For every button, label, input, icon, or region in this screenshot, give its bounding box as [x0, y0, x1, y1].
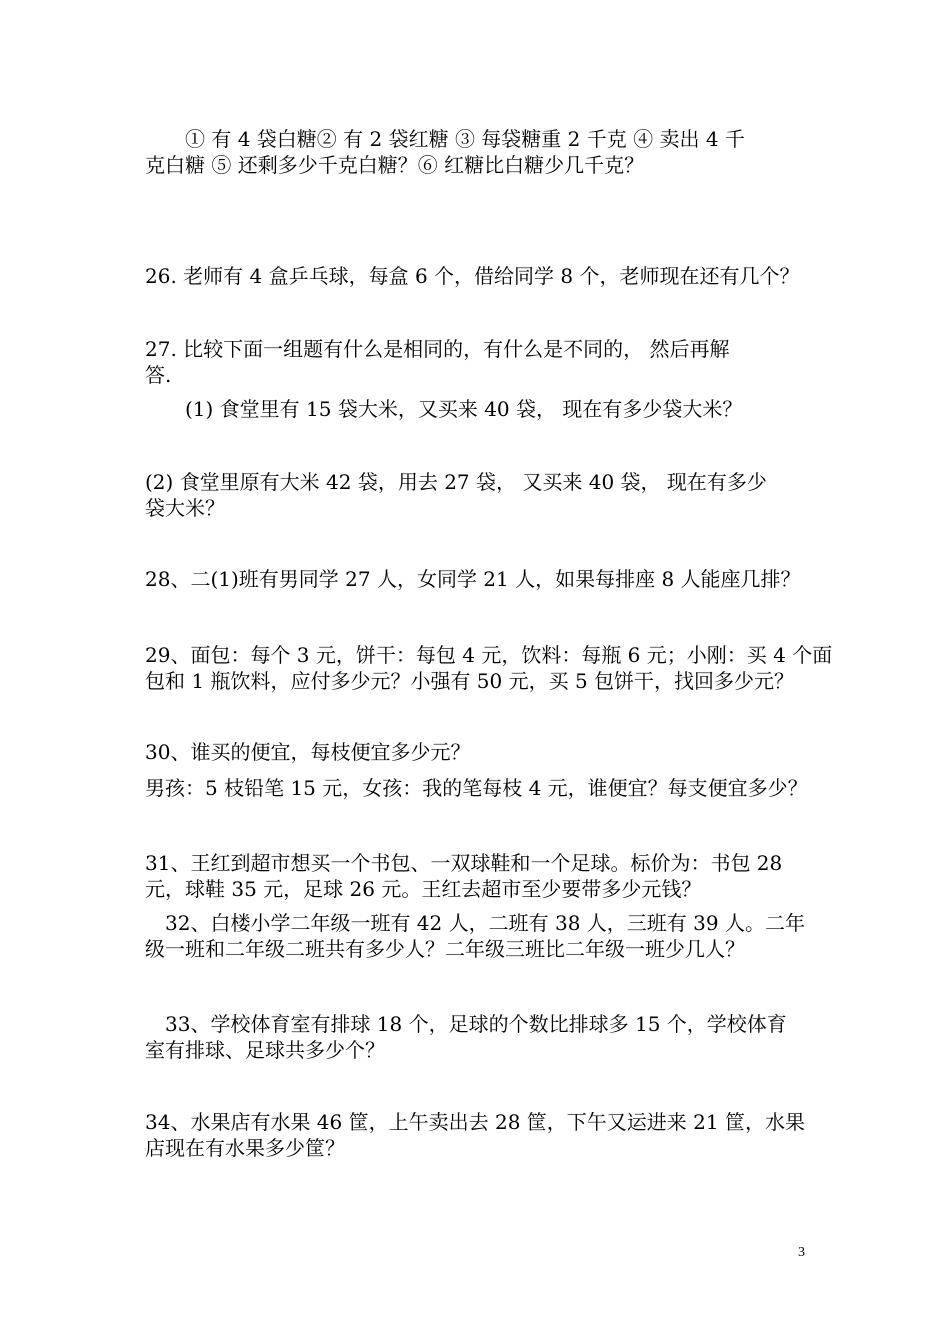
question-27 — [145, 336, 825, 388]
text-line: 包和 1 瓶饮料，应付多少元？小强有 50 元，买 5 包饼干，找回多少元？ — [145, 669, 795, 693]
question-31 — [145, 850, 825, 902]
text-line: 33、学校体育室有排球 18 个，足球的个数比排球多 15 个，学校体育 — [145, 1012, 787, 1036]
text-line: 元，球鞋 35 元，足球 26 元。王红去超市至少要带多少元钱？ — [145, 877, 702, 901]
question-30-detail — [145, 775, 825, 801]
paragraph-sugar-conditions — [145, 126, 825, 178]
text-line: 袋大米？ — [145, 496, 225, 520]
text-line: (1) 食堂里有 15 袋大米，又买来 40 袋， 现在有多少袋大米？ — [145, 397, 743, 421]
text-line: 30、谁买的便宜，每枝便宜多少元？ — [145, 740, 471, 764]
text-line: 室有排球、足球共多少个？ — [145, 1038, 385, 1062]
text-line: 27. 比较下面一组题有什么是相同的，有什么是不同的， 然后再解 — [145, 337, 730, 361]
text-line: 克白糖 ⑤ 还剩多少千克白糖？⑥ 红糖比白糖少几千克？ — [145, 153, 645, 177]
question-27-part-2 — [145, 469, 825, 521]
text-line: 28、二(1)班有男同学 27 人，女同学 21 人，如果每排座 8 人能座几排？ — [145, 567, 801, 591]
text-line: 31、王红到超市想买一个书包、一双球鞋和一个足球。标价为：书包 28 — [145, 851, 783, 875]
text-line: 26. 老师有 4 盒乒乓球，每盒 6 个，借给同学 8 个，老师现在还有几个？ — [145, 264, 800, 288]
text-line: (2) 食堂里原有大米 42 袋，用去 27 袋， 又买来 40 袋， 现在有多少 — [145, 470, 767, 494]
question-32 — [145, 910, 825, 962]
text-line: 男孩：5 枝铅笔 15 元，女孩：我的笔每枝 4 元，谁便宜？每支便宜多少？ — [145, 776, 808, 800]
text-line: 答. — [145, 363, 172, 387]
question-30 — [145, 739, 825, 765]
question-28 — [145, 566, 825, 592]
text-line: 32、白楼小学二年级一班有 42 人，二班有 38 人，三班有 39 人。二年 — [145, 911, 805, 935]
page-number: 3 — [798, 1245, 805, 1260]
text-line: 29、面包：每个 3 元，饼干：每包 4 元，饮料：每瓶 6 元；小刚：买 4 个面 — [145, 643, 833, 667]
question-34 — [145, 1109, 825, 1161]
question-29 — [145, 642, 833, 694]
question-33 — [145, 1011, 825, 1063]
question-26 — [145, 263, 825, 289]
text-line: 店现在有水果多少筐？ — [145, 1136, 345, 1160]
text-line: ① 有 4 袋白糖② 有 2 袋红糖 ③ 每袋糖重 2 千克 ④ 卖出 4 千 — [145, 127, 745, 151]
question-27-part-1 — [145, 396, 825, 422]
text-line: 34、水果店有水果 46 筐，上午卖出去 28 筐，下午又运进来 21 筐，水果 — [145, 1110, 805, 1134]
text-line: 级一班和二年级二班共有多少人？二年级三班比二年级一班少几人？ — [145, 937, 745, 961]
